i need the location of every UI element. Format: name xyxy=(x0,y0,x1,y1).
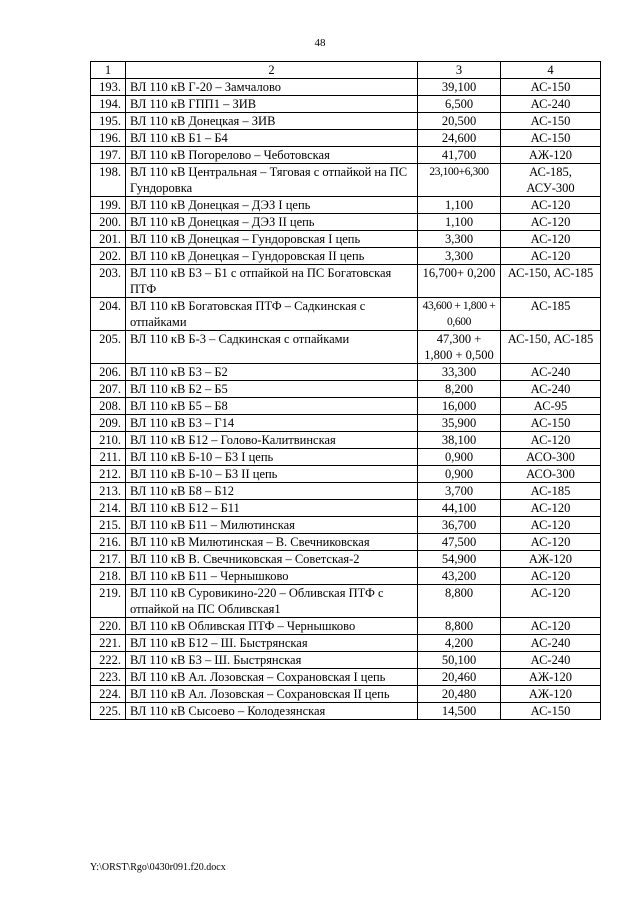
line-name-cell: ВЛ 110 кВ Ал. Лозовская – Сохрановская II цепь xyxy=(126,686,418,703)
row-number-cell: 224. xyxy=(91,686,126,703)
line-name-cell: ВЛ 110 кВ Ал. Лозовская – Сохрановская I цепь xyxy=(126,669,418,686)
wire-type-cell: АС-150 xyxy=(501,703,601,720)
line-name-cell: ВЛ 110 кВ Б3 – Б1 с отпайкой на ПС Богатовская ПТФ xyxy=(126,265,418,298)
wire-type-cell: АС-120 xyxy=(501,618,601,635)
row-number-cell: 200. xyxy=(91,214,126,231)
line-length-cell: 16,700+ 0,200 xyxy=(418,265,501,298)
row-number-cell: 214. xyxy=(91,500,126,517)
line-name-cell: ВЛ 110 кВ Б3 – Ш. Быстрянская xyxy=(126,652,418,669)
line-length-cell: 3,300 xyxy=(418,231,501,248)
table-row xyxy=(91,147,601,164)
table-row xyxy=(91,585,601,618)
line-length-cell: 44,100 xyxy=(418,500,501,517)
wire-type-cell: АС-240 xyxy=(501,652,601,669)
table-row xyxy=(91,398,601,415)
line-name-cell: ВЛ 110 кВ Б12 – Ш. Быстрянская xyxy=(126,635,418,652)
table-row xyxy=(91,214,601,231)
wire-type-cell: АС-120 xyxy=(501,231,601,248)
row-number-cell: 211. xyxy=(91,449,126,466)
line-length-cell: 4,200 xyxy=(418,635,501,652)
table-row xyxy=(91,248,601,265)
table-row xyxy=(91,415,601,432)
line-length-cell: 16,000 xyxy=(418,398,501,415)
table-row xyxy=(91,164,601,197)
line-length-cell: 20,460 xyxy=(418,669,501,686)
row-number-cell: 194. xyxy=(91,96,126,113)
wire-type-cell: АС-150 xyxy=(501,79,601,96)
line-name-cell: ВЛ 110 кВ Б12 – Голово-Калитвинская xyxy=(126,432,418,449)
wire-type-cell: АС-240 xyxy=(501,381,601,398)
row-number-cell: 197. xyxy=(91,147,126,164)
wire-type-cell: АС-240 xyxy=(501,96,601,113)
line-length-cell: 47,300 + 1,800 + 0,500 xyxy=(418,331,501,364)
line-name-cell: ВЛ 110 кВ Донецкая – Гундоровская I цепь xyxy=(126,231,418,248)
wire-type-cell: АС-120 xyxy=(501,197,601,214)
wire-type-cell: АС-120 xyxy=(501,214,601,231)
table-row xyxy=(91,113,601,130)
line-length-cell: 54,900 xyxy=(418,551,501,568)
line-name-cell: ВЛ 110 кВ Б1 – Б4 xyxy=(126,130,418,147)
line-name-cell: ВЛ 110 кВ Донецкая – ДЭЗ II цепь xyxy=(126,214,418,231)
line-length-cell: 8,200 xyxy=(418,381,501,398)
line-name-cell: ВЛ 110 кВ Донецкая – Гундоровская II цепь xyxy=(126,248,418,265)
power-lines-table xyxy=(90,61,601,720)
line-name-cell: ВЛ 110 кВ Г-20 – Замчалово xyxy=(126,79,418,96)
line-name-cell: ВЛ 110 кВ Донецкая – ЗИВ xyxy=(126,113,418,130)
line-length-cell: 43,200 xyxy=(418,568,501,585)
line-name-cell: ВЛ 110 кВ Б8 – Б12 xyxy=(126,483,418,500)
table-row xyxy=(91,483,601,500)
table-row xyxy=(91,551,601,568)
wire-type-cell: АС-240 xyxy=(501,364,601,381)
wire-type-cell: АС-150 xyxy=(501,415,601,432)
wire-type-cell: АС-185, АСУ-300 xyxy=(501,164,601,197)
row-number-cell: 212. xyxy=(91,466,126,483)
line-name-cell: ВЛ 110 кВ Б-10 – Б3 II цепь xyxy=(126,466,418,483)
wire-type-cell: АС-120 xyxy=(501,500,601,517)
wire-type-cell: АС-240 xyxy=(501,635,601,652)
row-number-cell: 201. xyxy=(91,231,126,248)
table-row xyxy=(91,231,601,248)
line-name-cell: ВЛ 110 кВ Донецкая – ДЭЗ I цепь xyxy=(126,197,418,214)
line-name-cell: ВЛ 110 кВ Б3 – Г14 xyxy=(126,415,418,432)
line-name-cell: ВЛ 110 кВ Б2 – Б5 xyxy=(126,381,418,398)
line-name-cell: ВЛ 110 кВ Б11 – Чернышково xyxy=(126,568,418,585)
line-length-cell: 3,700 xyxy=(418,483,501,500)
table-row xyxy=(91,197,601,214)
row-number-cell: 213. xyxy=(91,483,126,500)
wire-type-cell: АЖ-120 xyxy=(501,147,601,164)
row-number-cell: 203. xyxy=(91,265,126,298)
line-length-cell: 43,600 + 1,800 + 0,600 xyxy=(418,298,501,331)
line-length-cell: 36,700 xyxy=(418,517,501,534)
table-row xyxy=(91,703,601,720)
line-length-cell: 47,500 xyxy=(418,534,501,551)
table-row xyxy=(91,331,601,364)
table-row xyxy=(91,449,601,466)
line-name-cell: ВЛ 110 кВ Центральная – Тяговая с отпайкой на ПС Гундоровка xyxy=(126,164,418,197)
line-length-cell: 6,500 xyxy=(418,96,501,113)
table-row xyxy=(91,686,601,703)
table-row xyxy=(91,381,601,398)
line-name-cell: ВЛ 110 кВ Б12 – Б11 xyxy=(126,500,418,517)
file-path-footer: Y:\ORST\Rgo\0430r091.f20.docx xyxy=(90,862,226,873)
line-name-cell: ВЛ 110 кВ Погорелово – Чеботовская xyxy=(126,147,418,164)
table-row xyxy=(91,669,601,686)
line-length-cell: 23,100+6,300 xyxy=(418,164,501,197)
table-row xyxy=(91,298,601,331)
row-number-cell: 206. xyxy=(91,364,126,381)
wire-type-cell: АЖ-120 xyxy=(501,669,601,686)
row-number-cell: 205. xyxy=(91,331,126,364)
wire-type-cell: АС-120 xyxy=(501,534,601,551)
wire-type-cell: АС-120 xyxy=(501,568,601,585)
table-row xyxy=(91,364,601,381)
wire-type-cell: АС-150 xyxy=(501,113,601,130)
line-length-cell: 20,480 xyxy=(418,686,501,703)
row-number-cell: 225. xyxy=(91,703,126,720)
line-length-cell: 1,100 xyxy=(418,197,501,214)
line-name-cell: ВЛ 110 кВ Обливская ПТФ – Чернышково xyxy=(126,618,418,635)
row-number-cell: 221. xyxy=(91,635,126,652)
wire-type-cell: АС-185 xyxy=(501,298,601,331)
table-row xyxy=(91,130,601,147)
wire-type-cell: АС-120 xyxy=(501,248,601,265)
table-row xyxy=(91,500,601,517)
column-header: 1 xyxy=(91,62,126,79)
table-row xyxy=(91,265,601,298)
row-number-cell: 215. xyxy=(91,517,126,534)
row-number-cell: 193. xyxy=(91,79,126,96)
row-number-cell: 220. xyxy=(91,618,126,635)
line-name-cell: ВЛ 110 кВ Б-10 – Б3 I цепь xyxy=(126,449,418,466)
page-number: 48 xyxy=(314,37,326,49)
table-row xyxy=(91,96,601,113)
line-length-cell: 14,500 xyxy=(418,703,501,720)
table-row xyxy=(91,618,601,635)
line-length-cell: 24,600 xyxy=(418,130,501,147)
wire-type-cell: АС-185 xyxy=(501,483,601,500)
row-number-cell: 196. xyxy=(91,130,126,147)
row-number-cell: 199. xyxy=(91,197,126,214)
wire-type-cell: АСО-300 xyxy=(501,466,601,483)
line-name-cell: ВЛ 110 кВ ГПП1 – ЗИВ xyxy=(126,96,418,113)
row-number-cell: 223. xyxy=(91,669,126,686)
wire-type-cell: АС-120 xyxy=(501,517,601,534)
row-number-cell: 210. xyxy=(91,432,126,449)
row-number-cell: 204. xyxy=(91,298,126,331)
column-header: 3 xyxy=(418,62,501,79)
table-row xyxy=(91,652,601,669)
wire-type-cell: АС-120 xyxy=(501,585,601,618)
row-number-cell: 217. xyxy=(91,551,126,568)
table-row xyxy=(91,432,601,449)
wire-type-cell: АЖ-120 xyxy=(501,686,601,703)
row-number-cell: 207. xyxy=(91,381,126,398)
wire-type-cell: АЖ-120 xyxy=(501,551,601,568)
line-name-cell: ВЛ 110 кВ В. Свечниковская – Советская-2 xyxy=(126,551,418,568)
line-length-cell: 39,100 xyxy=(418,79,501,96)
line-length-cell: 0,900 xyxy=(418,449,501,466)
table-row xyxy=(91,79,601,96)
row-number-cell: 216. xyxy=(91,534,126,551)
table-header-row xyxy=(91,62,601,79)
line-length-cell: 38,100 xyxy=(418,432,501,449)
row-number-cell: 218. xyxy=(91,568,126,585)
table-row xyxy=(91,534,601,551)
line-length-cell: 1,100 xyxy=(418,214,501,231)
line-length-cell: 35,900 xyxy=(418,415,501,432)
row-number-cell: 208. xyxy=(91,398,126,415)
line-length-cell: 3,300 xyxy=(418,248,501,265)
line-name-cell: ВЛ 110 кВ Б5 – Б8 xyxy=(126,398,418,415)
table-row xyxy=(91,466,601,483)
line-name-cell: ВЛ 110 кВ Богатовская ПТФ – Садкинская с отпайками xyxy=(126,298,418,331)
column-header: 4 xyxy=(501,62,601,79)
line-name-cell: ВЛ 110 кВ Б-3 – Садкинская с отпайками xyxy=(126,331,418,364)
row-number-cell: 202. xyxy=(91,248,126,265)
line-length-cell: 8,800 xyxy=(418,618,501,635)
row-number-cell: 222. xyxy=(91,652,126,669)
wire-type-cell: АС-120 xyxy=(501,432,601,449)
table-row xyxy=(91,517,601,534)
line-length-cell: 20,500 xyxy=(418,113,501,130)
line-name-cell: ВЛ 110 кВ Милютинская – В. Свечниковская xyxy=(126,534,418,551)
column-header: 2 xyxy=(126,62,418,79)
line-name-cell: ВЛ 110 кВ Сысоево – Колодезянская xyxy=(126,703,418,720)
line-length-cell: 33,300 xyxy=(418,364,501,381)
line-name-cell: ВЛ 110 кВ Суровикино-220 – Обливская ПТФ с отпайкой на ПС Обливская1 xyxy=(126,585,418,618)
row-number-cell: 195. xyxy=(91,113,126,130)
line-name-cell: ВЛ 110 кВ Б3 – Б2 xyxy=(126,364,418,381)
wire-type-cell: АС-95 xyxy=(501,398,601,415)
table-row xyxy=(91,568,601,585)
wire-type-cell: АС-150, АС-185 xyxy=(501,331,601,364)
line-length-cell: 41,700 xyxy=(418,147,501,164)
line-length-cell: 50,100 xyxy=(418,652,501,669)
row-number-cell: 198. xyxy=(91,164,126,197)
row-number-cell: 209. xyxy=(91,415,126,432)
table-row xyxy=(91,635,601,652)
line-length-cell: 8,800 xyxy=(418,585,501,618)
row-number-cell: 219. xyxy=(91,585,126,618)
wire-type-cell: АС-150 xyxy=(501,130,601,147)
line-length-cell: 0,900 xyxy=(418,466,501,483)
wire-type-cell: АС-150, АС-185 xyxy=(501,265,601,298)
wire-type-cell: АСО-300 xyxy=(501,449,601,466)
line-name-cell: ВЛ 110 кВ Б11 – Милютинская xyxy=(126,517,418,534)
